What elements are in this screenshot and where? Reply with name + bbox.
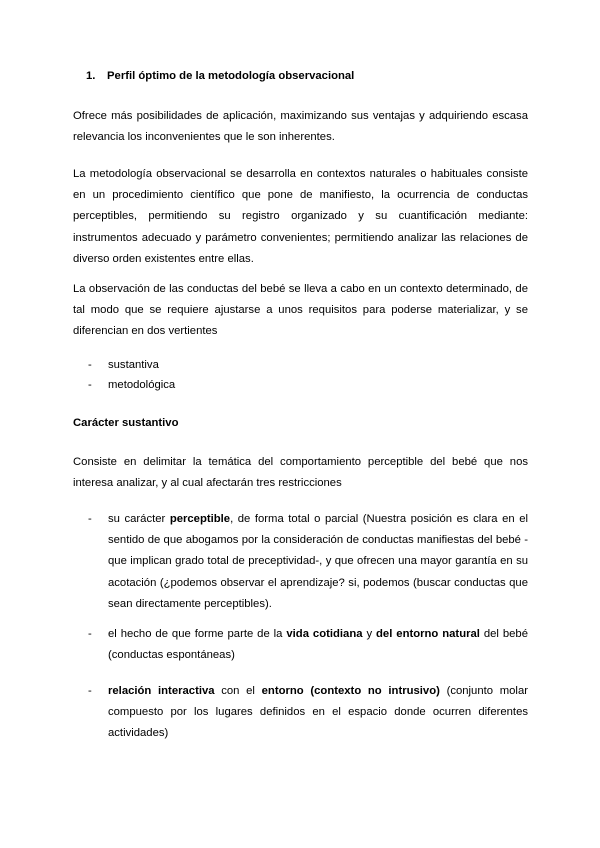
text-run: del bebé (conductas espontáneas) [108, 628, 528, 662]
list-item-sustantiva [88, 355, 528, 376]
section-title: Carácter sustantivo [73, 417, 179, 429]
restriction-text [108, 624, 528, 666]
list-dash: - [88, 359, 92, 371]
text-run: (conjunto molar compuesto por los lugares definidos en el espacio donde ocurren diferentes actividades) [108, 685, 528, 740]
list-item-text: metodológica [108, 379, 176, 391]
text-run: y [362, 628, 377, 640]
list-item-text: sustantiva [108, 359, 159, 371]
list-dash: - [88, 628, 92, 640]
paragraph-restrictions: Consiste en delimitar la temática del comportamiento perceptible del bebé que nos interesa analizar, y al cual afectarán tres restricciones [73, 456, 528, 490]
heading-text: Perfil óptimo de la metodología observacional [107, 70, 355, 82]
list-dash: - [88, 379, 92, 391]
bold-term: relación interactiva [108, 685, 215, 697]
bold-term: perceptible [169, 513, 231, 525]
heading-number: 1. [86, 70, 96, 82]
text-run: su carácter [108, 513, 170, 525]
list-dash: - [88, 513, 92, 525]
text-run: con el [214, 685, 262, 697]
restriction-text [108, 681, 528, 745]
restriction-item-relacion-interactiva [88, 681, 528, 745]
paragraph-definition: La metodología observacional se desarrolla en contextos naturales o habituales consiste en un procedimiento científico que pone de manifiesto, la ocurrencia de conductas perceptibles, permitiendo su registro organizado y su cuantificación mediante: instrumentos adecuado y parámetro convenientes; permitiendo analizar las relaciones de diverso orden existentes entre ellas. [73, 168, 528, 265]
bold-term: entorno (contexto no intrusivo) [261, 685, 440, 697]
text-run: , de forma total o parcial (Nuestra posición es clara en el sentido de que abogamos por la consideración de conductas manifiestas del bebé -que implican grado total de preceptividad-, y que ofrecen una mayor garantía en su acotación (¿podemos observar el aprendizaje? si, podemos (buscar conductas que sean directamente perceptibles). [108, 513, 528, 610]
list-dash: - [88, 685, 92, 697]
paragraph-intro: Ofrece más posibilidades de aplicación, maximizando sus ventajas y adquiriendo escasa relevancia los inconvenientes que le son inherentes. [73, 110, 528, 144]
section-heading [86, 66, 354, 87]
restriction-item-vida-cotidiana [88, 624, 528, 666]
text-run: el hecho de que forme parte de la [108, 628, 287, 640]
restriction-item-perceptible [88, 509, 528, 615]
list-item-metodologica [88, 375, 528, 396]
restriction-text [108, 509, 528, 615]
bold-term: vida cotidiana [286, 628, 363, 640]
bold-term: del entorno natural [376, 628, 480, 640]
paragraph-observation: La observación de las conductas del bebé se lleva a cabo en un contexto determinado, de tal modo que se requiere ajustarse a unos requisitos para poderse materializar, y se diferencian en dos vertientes [73, 283, 528, 338]
